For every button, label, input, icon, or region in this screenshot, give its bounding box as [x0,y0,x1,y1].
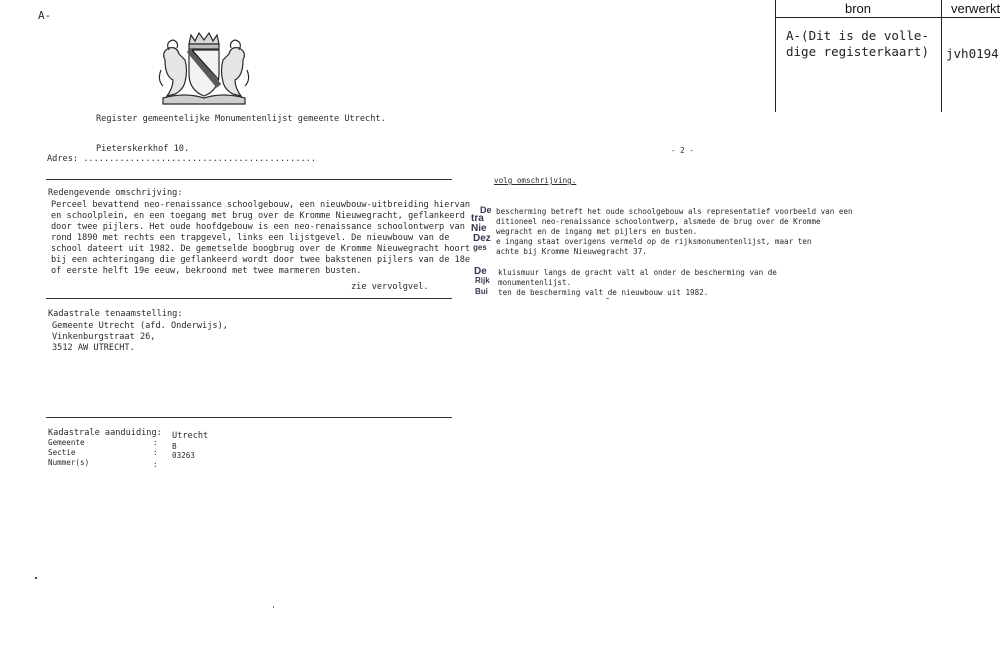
owner-line: 3512 AW UTRECHT. [52,343,135,353]
continuation-line: ditioneel neo-renaissance schoolontwerp, alsmede de brug over de Kromme [496,217,821,226]
owner-line: Vinkenburgstraat 26, [52,332,156,342]
cadastral-label: Sectie [48,448,76,457]
continuation-line: e ingang staat overigens vermeld op de rijksmonumentenlijst, maar ten [496,237,812,246]
stamp-source-value: A-(Dit is de volle- dige registerkaart) [786,28,929,59]
handwritten-correction: De [480,205,492,215]
cadastral-number-value: 03263 [172,451,195,460]
register-title: Register gemeentelijke Monumentenlijst gemeente Utrecht. [96,114,386,124]
owner-address [52,321,228,354]
section-rule-2 [46,298,452,299]
reasons-heading: Redengevende omschrijving: [48,188,183,198]
handwritten-correction: Nie [471,223,487,234]
reasons-line: door twee pijlers. Het oude hoofdgebouw is een neo-renaissance schoolontwerp van [51,222,465,232]
reasons-line: school dateert uit 1982. De gemetselde boogbrug over de Kromme Nieuwegracht hoort [51,244,471,254]
continued-note: zie vervolgvel. [351,282,429,292]
stamp-processed-value: jvh0194 [946,46,999,61]
section-rule-1 [46,179,452,180]
handwritten-correction: ges [473,243,487,252]
scan-speck [273,606,274,608]
processing-stamp-table [775,0,1000,112]
cadastral-section-value: B [172,442,177,451]
stamp-header-bron: bron [845,1,872,16]
continuation-line: achte bij Kromme Nieuwegracht 37. [496,247,647,256]
reasons-line: en schoolplein, en een toegang met brug over de Kromme Nieuwegracht, geflankeerd [51,211,465,221]
continuation-line: monumentenlijst. [498,278,572,287]
address-label: Adres: ............................................. [47,154,317,164]
continuation-paragraph-2 [494,268,777,298]
cadastral-label: Nummer(s) [48,458,90,467]
reasons-line: rond 1890 met rechts een trapgevel, links een lijstgevel. De nieuwbouw van de [51,233,450,243]
cadastral-sep: : [153,460,158,469]
continuation-line: bescherming betreft het oude schoolgebouw als representatief voorbeeld van een [496,207,853,216]
handwritten-correction: tra [471,213,484,224]
reasons-line: Perceel bevattend neo-renaissance schoolgebouw, een nieuwbouw-uitbreiding hiervan [51,200,471,210]
reasons-text [51,200,470,277]
cadastral-sep: : [153,448,158,457]
owner-heading: Kadastrale tenaamstelling: [48,309,183,319]
continuation-line: kluismuur langs de gracht valt al onder de bescherming van de [498,268,777,277]
cadastral-heading: Kadastrale aanduiding: [48,428,162,438]
scan-speck [35,577,37,579]
reasons-line: of eerste helft 19e eeuw, bekroond met twee marmeren busten. [51,266,362,276]
utrecht-coat-of-arms-emblem [155,30,253,108]
section-rule-3 [46,417,452,418]
page-number: - 2 - [671,146,694,155]
reasons-line: bij een achteringang die geflankeerd wordt door twee bakstenen pijlers van de 18e [51,255,471,265]
continuation-paragraph-1 [494,207,853,257]
handwritten-correction: Dez [473,233,491,244]
cadastral-sep: : [153,438,158,447]
stamp-header-verwerkt: verwerkt [951,1,1000,16]
continuation-line: ten de bescherming valt de nieuwbouw uit 1982. [498,288,709,297]
cadastral-label: Gemeente [48,438,85,447]
continuation-line: wegracht en de ingang met pijlers en busten. [496,227,698,236]
stamp-header-rule [775,17,1000,18]
handwritten-correction: Bui [475,287,488,296]
handwritten-correction: Rijk [475,276,490,285]
scan-speck [606,298,609,299]
owner-line: Gemeente Utrecht (afd. Onderwijs), [52,321,228,331]
corner-label: A- [38,9,52,22]
continuation-heading: volg omschrijving. [494,176,577,185]
handwritten-correction: De [474,266,487,277]
cadastral-municipality-value: Utrecht [172,431,209,441]
address-value: Pieterskerkhof 10. [96,144,190,154]
